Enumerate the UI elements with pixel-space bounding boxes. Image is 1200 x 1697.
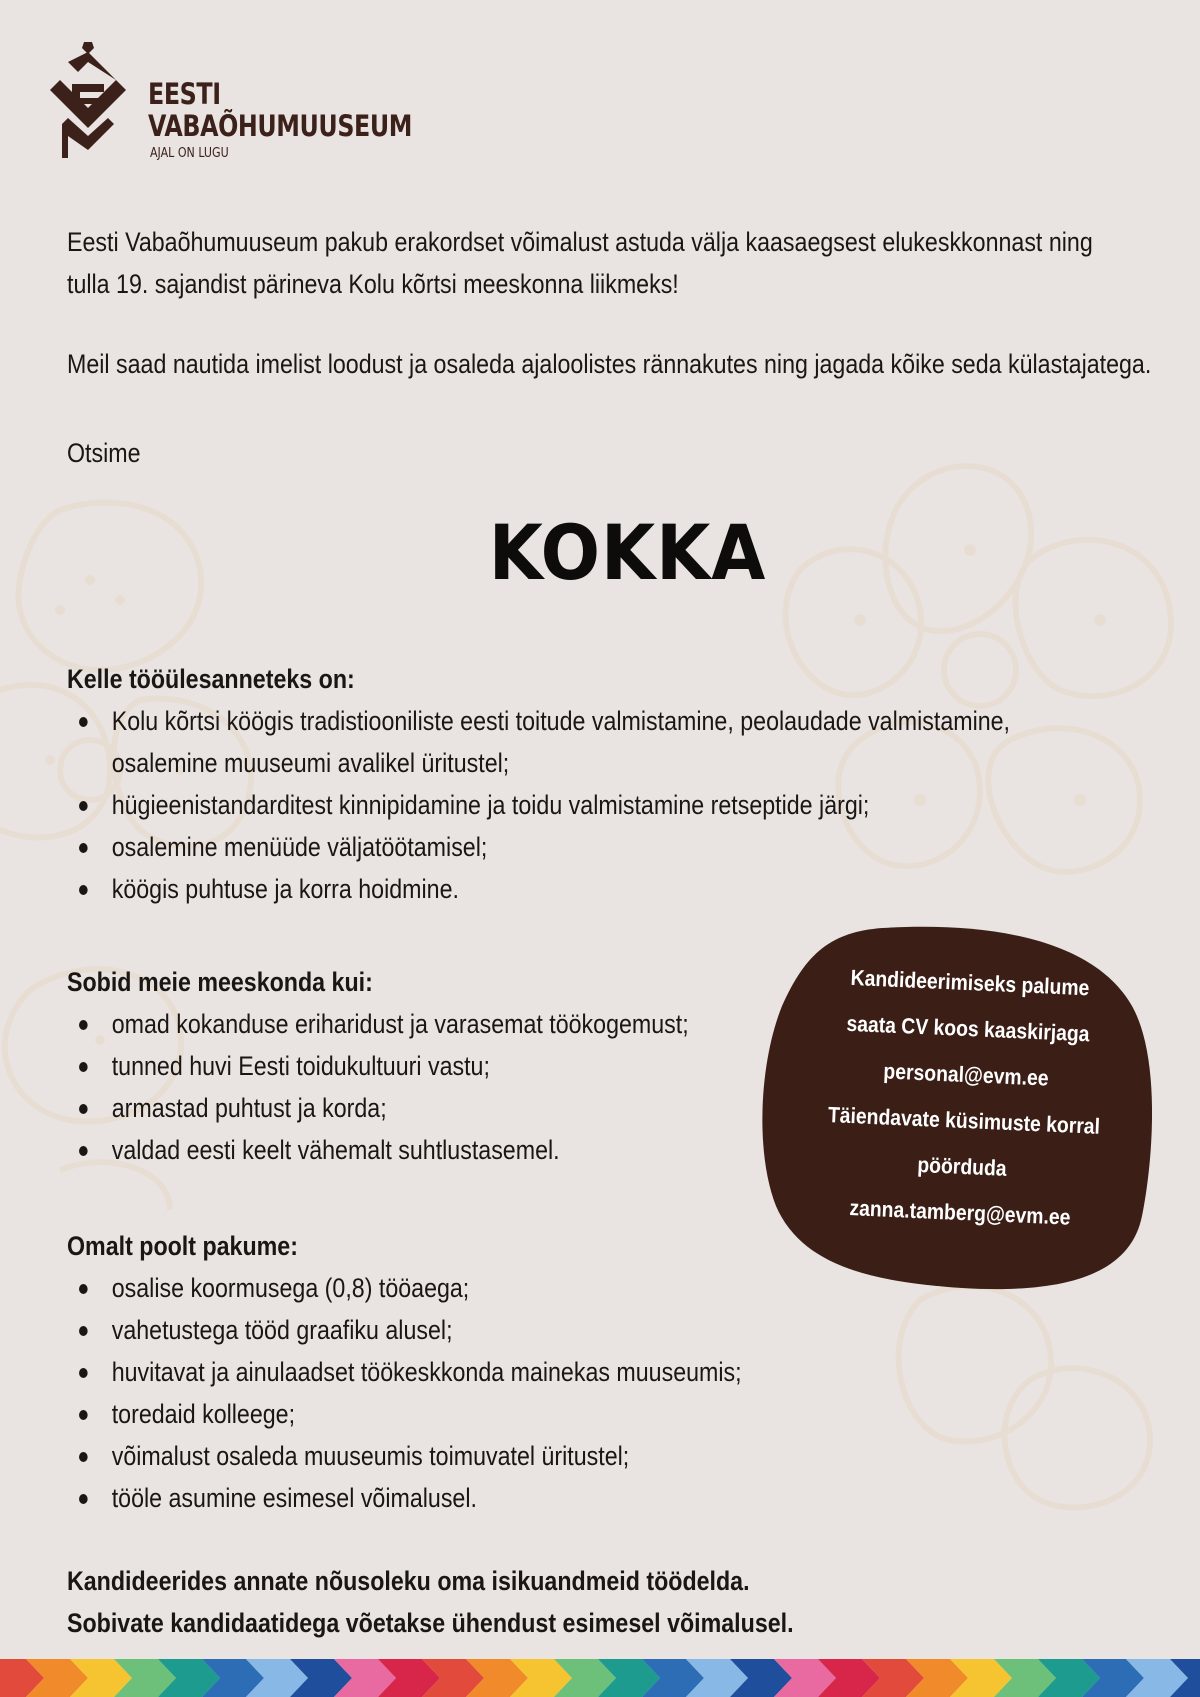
duties-list: [67, 700, 1010, 910]
requirements-section: [67, 961, 689, 1171]
contact-info: [794, 953, 1136, 1243]
offer-list: [67, 1267, 742, 1519]
footer-note: [67, 1560, 794, 1644]
brand-name-line2: VABAÕHUMUUSEUM: [148, 109, 413, 143]
seeking-label: Otsime: [67, 438, 141, 468]
duties-heading: Kelle tööülesanneteks on:: [67, 664, 355, 694]
list-item: tunned huvi Eesti toidukultuuri vastu;: [67, 1045, 689, 1087]
intro-paragraph-1: [67, 221, 1093, 305]
list-item: [67, 700, 1010, 784]
contact-line: pöörduda: [916, 1151, 1008, 1181]
list-item: vahetustega tööd graafiku alusel;: [67, 1309, 742, 1351]
list-item: köögis puhtuse ja korra hoidmine.: [67, 868, 1010, 910]
offer-heading: Omalt poolt pakume:: [67, 1231, 298, 1261]
museum-logo: [48, 40, 448, 170]
contact-line: saata CV koos kaaskirjaga: [845, 1010, 1091, 1047]
footer-line: Kandideerides annate nõusoleku oma isikuandmeid töödelda.: [67, 1566, 750, 1596]
list-item: osalise koormusega (0,8) tööaega;: [67, 1267, 742, 1309]
list-item-text: osalemine muuseumi avalikel üritustel;: [111, 748, 510, 778]
list-item: hügieenistandarditest kinnipidamine ja toidu valmistamine retseptide järgi;: [67, 784, 1010, 826]
requirements-list: [67, 1003, 689, 1171]
duties-section: [67, 658, 1010, 910]
list-item: toredaid kolleege;: [67, 1393, 742, 1435]
brand-name-line1: EESTI: [148, 77, 221, 111]
contact-line: Täiendavate küsimuste korral: [827, 1102, 1101, 1139]
intro-line: tulla 19. sajandist pärineva Kolu kõrtsi meeskonna liikmeks!: [67, 269, 679, 299]
offer-section: [67, 1225, 742, 1519]
intro-paragraph-2: Meil saad nautida imelist loodust ja osaleda ajaloolistes rännakutes ning jagada kõike seda külastajatega.: [67, 349, 1152, 379]
contact-email-1[interactable]: personal@evm.ee: [882, 1058, 1050, 1091]
decorative-chevron-stripe: [0, 1659, 1200, 1697]
list-item: osalemine menüüde väljatöötamisel;: [67, 826, 1010, 868]
intro-line: Eesti Vabaõhumuuseum pakub erakordset võimalust astuda välja kaasaegsest elukeskkonnast ning: [67, 227, 1093, 257]
list-item: valdad eesti keelt vähemalt suhtlustasemel.: [67, 1129, 689, 1171]
bottom-right-ornament-icon: [860, 1260, 1180, 1520]
contact-line: Kandideerimiseks palume: [850, 964, 1090, 1001]
list-item: tööle asumine esimesel võimalusel.: [67, 1477, 742, 1519]
list-item: võimalust osaleda muuseumis toimuvatel üritustel;: [67, 1435, 742, 1477]
footer-line: Sobivate kandidaatidega võetakse ühendust esimesel võimalusel.: [67, 1608, 794, 1638]
museum-logo-icon: [48, 40, 128, 158]
brand-tagline: AJAL ON LUGU: [150, 146, 229, 161]
job-title: KOKKA: [488, 508, 767, 597]
list-item: omad kokanduse eriharidust ja varasemat töökogemust;: [67, 1003, 689, 1045]
requirements-heading: Sobid meie meeskonda kui:: [67, 967, 373, 997]
contact-email-2[interactable]: zanna.tamberg@evm.ee: [848, 1195, 1072, 1230]
list-item: armastad puhtust ja korda;: [67, 1087, 689, 1129]
list-item: huvitavat ja ainulaadset töökeskkonda mainekas muuseumis;: [67, 1351, 742, 1393]
list-item-text: Kolu kõrtsi köögis tradistiooniliste eesti toitude valmistamine, peolaudade valmistamine,: [111, 706, 1011, 736]
